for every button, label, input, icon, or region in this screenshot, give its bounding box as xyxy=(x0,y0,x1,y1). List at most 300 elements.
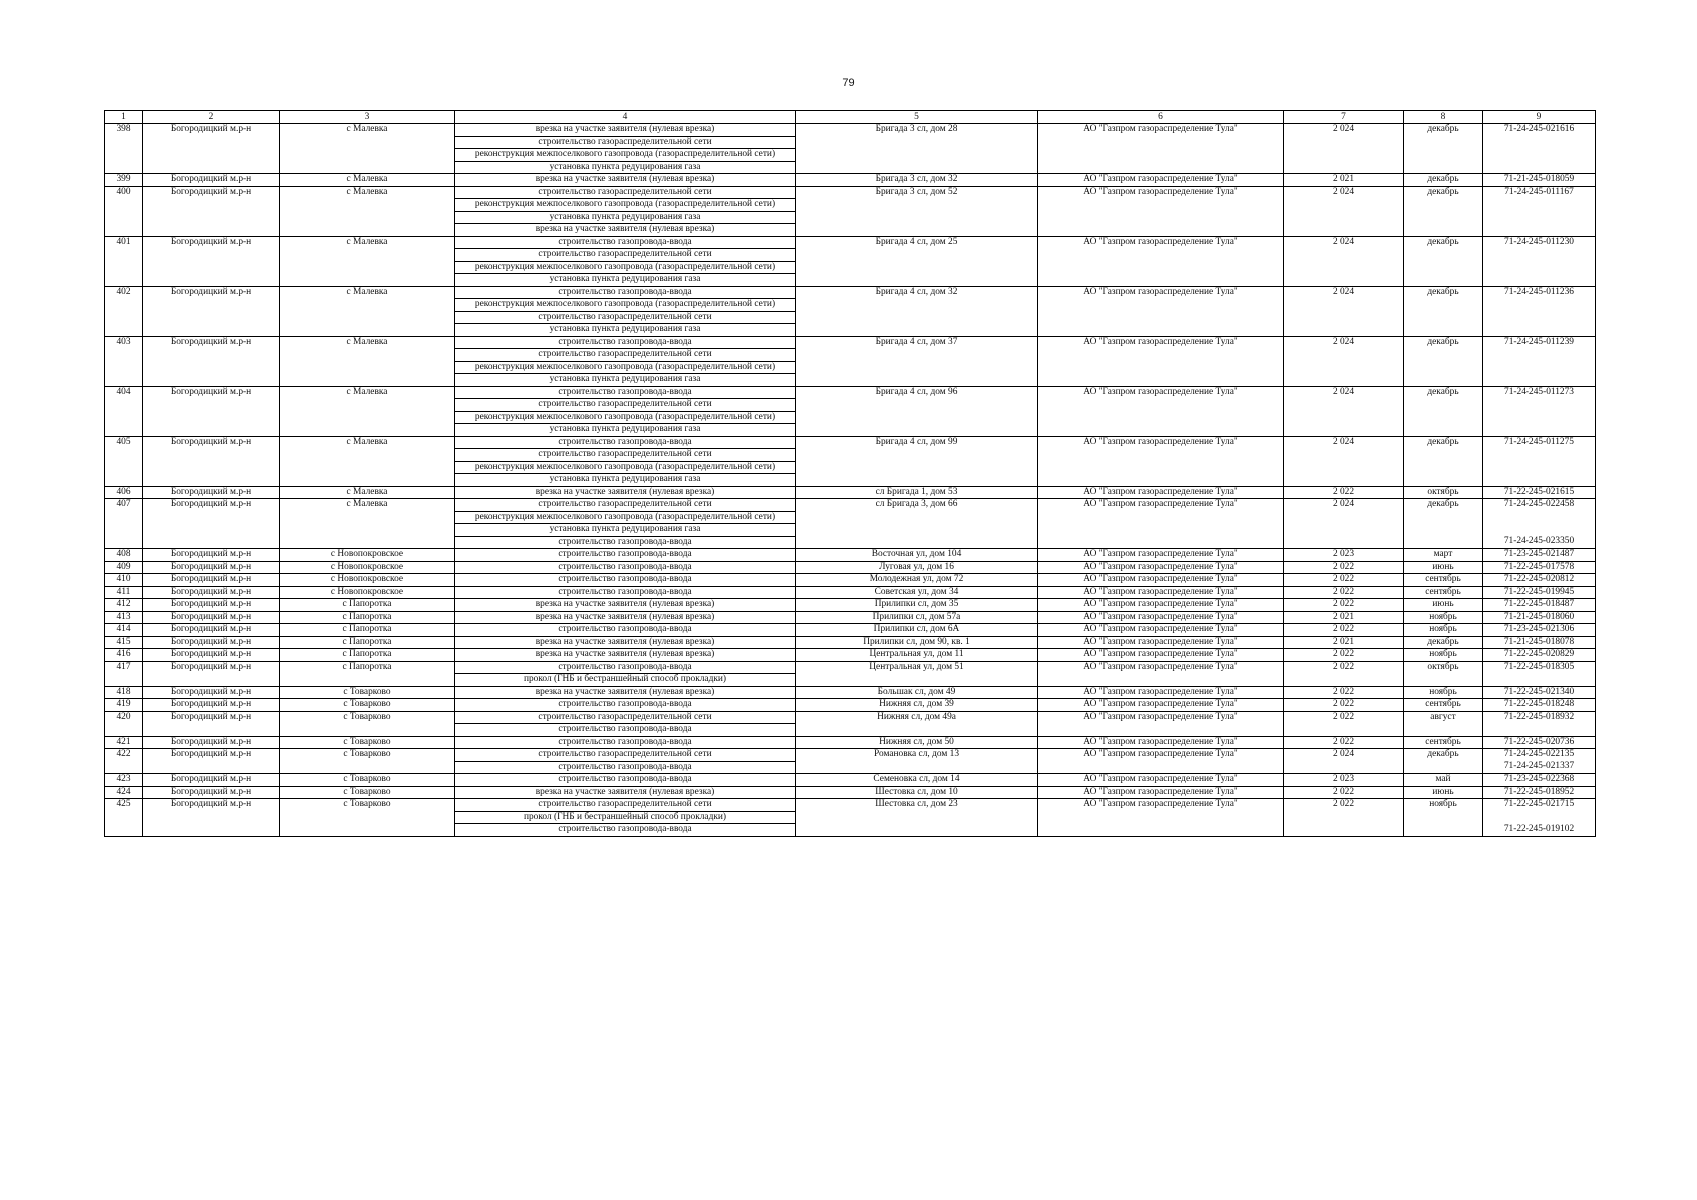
table-row xyxy=(105,636,1596,649)
year-cell: 2 022 xyxy=(1284,649,1404,662)
row-number-cell: 415 xyxy=(105,636,143,649)
month-cell: сентябрь xyxy=(1404,699,1483,712)
district-cell: Богородицкий м.р-н xyxy=(143,124,280,174)
row-number-cell: 413 xyxy=(105,611,143,624)
table-row xyxy=(105,236,1596,249)
address-cell: Бригада 3 сл, дом 32 xyxy=(796,174,1038,187)
district-cell: Богородицкий м.р-н xyxy=(143,236,280,286)
address-cell: Молодежная ул, дом 72 xyxy=(796,574,1038,587)
row-number-cell: 402 xyxy=(105,286,143,336)
district-cell: Богородицкий м.р-н xyxy=(143,649,280,662)
header-cell: 7 xyxy=(1284,111,1404,124)
work-type-cell: строительство газораспределительной сети xyxy=(455,186,796,199)
year-cell: 2 024 xyxy=(1284,436,1404,486)
district-cell: Богородицкий м.р-н xyxy=(143,386,280,436)
locality-cell: с Малевка xyxy=(280,186,455,236)
application-code-cell: 71-22-245-019102 xyxy=(1483,824,1596,837)
locality-cell: с Папоротка xyxy=(280,599,455,612)
row-number-cell: 401 xyxy=(105,236,143,286)
work-type-cell: строительство газопровода-ввода xyxy=(455,236,796,249)
address-cell: Романовка сл, дом 13 xyxy=(796,749,1038,774)
table-row xyxy=(105,799,1596,812)
application-code-cell: 71-21-245-018060 xyxy=(1483,611,1596,624)
organization-cell: АО "Газпром газораспределение Тула" xyxy=(1038,549,1284,562)
work-type-cell: врезка на участке заявителя (нулевая врезка) xyxy=(455,611,796,624)
locality-cell: с Новопокровское xyxy=(280,561,455,574)
table-row xyxy=(105,499,1596,512)
year-cell: 2 021 xyxy=(1284,636,1404,649)
row-number-cell: 399 xyxy=(105,174,143,187)
district-cell: Богородицкий м.р-н xyxy=(143,686,280,699)
work-type-cell: строительство газопровода-ввода xyxy=(455,761,796,774)
header-cell: 3 xyxy=(280,111,455,124)
year-cell: 2 022 xyxy=(1284,486,1404,499)
row-number-cell: 421 xyxy=(105,736,143,749)
work-type-cell: установка пункта редуцирования газа xyxy=(455,424,796,437)
application-code-cell: 71-24-245-011167 xyxy=(1483,186,1596,236)
district-cell: Богородицкий м.р-н xyxy=(143,561,280,574)
locality-cell: с Папоротка xyxy=(280,636,455,649)
application-code-cell: 71-22-245-018932 xyxy=(1483,711,1596,736)
address-cell: Большак сл, дом 49 xyxy=(796,686,1038,699)
address-cell: Восточная ул, дом 104 xyxy=(796,549,1038,562)
address-cell: Бригада 4 сл, дом 32 xyxy=(796,286,1038,336)
organization-cell: АО "Газпром газораспределение Тула" xyxy=(1038,799,1284,837)
organization-cell: АО "Газпром газораспределение Тула" xyxy=(1038,661,1284,686)
month-cell: декабрь xyxy=(1404,174,1483,187)
month-cell: октябрь xyxy=(1404,486,1483,499)
locality-cell: с Новопокровское xyxy=(280,586,455,599)
organization-cell: АО "Газпром газораспределение Тула" xyxy=(1038,636,1284,649)
organization-cell: АО "Газпром газораспределение Тула" xyxy=(1038,649,1284,662)
year-cell: 2 024 xyxy=(1284,236,1404,286)
year-cell: 2 022 xyxy=(1284,624,1404,637)
application-code-cell: 71-22-245-018487 xyxy=(1483,599,1596,612)
organization-cell: АО "Газпром газораспределение Тула" xyxy=(1038,561,1284,574)
work-type-cell: прокол (ГНБ и бестраншейный способ прокладки) xyxy=(455,811,796,824)
month-cell: декабрь xyxy=(1404,749,1483,774)
application-code-cell: 71-22-245-021715 xyxy=(1483,799,1596,824)
organization-cell: АО "Газпром газораспределение Тула" xyxy=(1038,774,1284,787)
work-type-cell: установка пункта редуцирования газа xyxy=(455,474,796,487)
work-type-cell: врезка на участке заявителя (нулевая врезка) xyxy=(455,636,796,649)
district-cell: Богородицкий м.р-н xyxy=(143,661,280,686)
row-number-cell: 408 xyxy=(105,549,143,562)
year-cell: 2 022 xyxy=(1284,799,1404,837)
table-row xyxy=(105,286,1596,299)
work-type-cell: врезка на участке заявителя (нулевая врезка) xyxy=(455,124,796,137)
district-cell: Богородицкий м.р-н xyxy=(143,436,280,486)
month-cell: декабрь xyxy=(1404,636,1483,649)
work-type-cell: реконструкция межпоселкового газопровода (газораспределительной сети) xyxy=(455,261,796,274)
address-cell: Бригада 4 сл, дом 37 xyxy=(796,336,1038,386)
table-row xyxy=(105,574,1596,587)
work-type-cell: строительство газопровода-ввода xyxy=(455,561,796,574)
application-code-cell: 71-22-245-018305 xyxy=(1483,661,1596,686)
work-type-cell: строительство газопровода-ввода xyxy=(455,386,796,399)
year-cell: 2 022 xyxy=(1284,711,1404,736)
organization-cell: АО "Газпром газораспределение Тула" xyxy=(1038,336,1284,386)
locality-cell: с Новопокровское xyxy=(280,574,455,587)
locality-cell: с Малевка xyxy=(280,336,455,386)
district-cell: Богородицкий м.р-н xyxy=(143,736,280,749)
row-number-cell: 404 xyxy=(105,386,143,436)
organization-cell: АО "Газпром газораспределение Тула" xyxy=(1038,499,1284,549)
registry-table xyxy=(104,110,1596,837)
work-type-cell: строительство газопровода-ввода xyxy=(455,699,796,712)
table-row xyxy=(105,486,1596,499)
locality-cell: с Малевка xyxy=(280,436,455,486)
row-number-cell: 409 xyxy=(105,561,143,574)
table-row xyxy=(105,124,1596,137)
work-type-cell: прокол (ГНБ и бестраншейный способ прокладки) xyxy=(455,674,796,687)
year-cell: 2 022 xyxy=(1284,786,1404,799)
year-cell: 2 021 xyxy=(1284,174,1404,187)
work-type-cell: реконструкция межпоселкового газопровода (газораспределительной сети) xyxy=(455,511,796,524)
month-cell: июнь xyxy=(1404,786,1483,799)
locality-cell: с Малевка xyxy=(280,486,455,499)
locality-cell: с Папоротка xyxy=(280,624,455,637)
year-cell: 2 024 xyxy=(1284,186,1404,236)
locality-cell: с Папоротка xyxy=(280,661,455,686)
year-cell: 2 022 xyxy=(1284,599,1404,612)
application-code-cell: 71-24-245-021337 xyxy=(1483,761,1596,774)
year-cell: 2 024 xyxy=(1284,124,1404,174)
application-code-cell: 71-22-245-018952 xyxy=(1483,786,1596,799)
work-type-cell: строительство газораспределительной сети xyxy=(455,711,796,724)
district-cell: Богородицкий м.р-н xyxy=(143,749,280,774)
work-type-cell: врезка на участке заявителя (нулевая врезка) xyxy=(455,486,796,499)
work-type-cell: врезка на участке заявителя (нулевая врезка) xyxy=(455,786,796,799)
row-number-cell: 412 xyxy=(105,599,143,612)
address-cell: Центральная ул, дом 51 xyxy=(796,661,1038,686)
application-code-cell: 71-22-245-020736 xyxy=(1483,736,1596,749)
locality-cell: с Товарково xyxy=(280,786,455,799)
work-type-cell: строительство газопровода-ввода xyxy=(455,286,796,299)
month-cell: сентябрь xyxy=(1404,736,1483,749)
address-cell: Нижняя сл, дом 49а xyxy=(796,711,1038,736)
work-type-cell: строительство газопровода-ввода xyxy=(455,536,796,549)
work-type-cell: врезка на участке заявителя (нулевая врезка) xyxy=(455,649,796,662)
organization-cell: АО "Газпром газораспределение Тула" xyxy=(1038,124,1284,174)
organization-cell: АО "Газпром газораспределение Тула" xyxy=(1038,286,1284,336)
work-type-cell: строительство газораспределительной сети xyxy=(455,311,796,324)
district-cell: Богородицкий м.р-н xyxy=(143,499,280,549)
application-code-cell: 71-22-245-021340 xyxy=(1483,686,1596,699)
header-cell: 2 xyxy=(143,111,280,124)
work-type-cell: реконструкция межпоселкового газопровода (газораспределительной сети) xyxy=(455,411,796,424)
year-cell: 2 023 xyxy=(1284,549,1404,562)
work-type-cell: реконструкция межпоселкового газопровода (газораспределительной сети) xyxy=(455,149,796,162)
year-cell: 2 024 xyxy=(1284,286,1404,336)
address-cell: Центральная ул, дом 11 xyxy=(796,649,1038,662)
row-number-cell: 417 xyxy=(105,661,143,686)
organization-cell: АО "Газпром газораспределение Тула" xyxy=(1038,236,1284,286)
header-cell: 9 xyxy=(1483,111,1596,124)
row-number-cell: 416 xyxy=(105,649,143,662)
table-row xyxy=(105,561,1596,574)
table-row xyxy=(105,186,1596,199)
organization-cell: АО "Газпром газораспределение Тула" xyxy=(1038,186,1284,236)
year-cell: 2 022 xyxy=(1284,586,1404,599)
row-number-cell: 424 xyxy=(105,786,143,799)
locality-cell: с Товарково xyxy=(280,736,455,749)
month-cell: июнь xyxy=(1404,561,1483,574)
address-cell: сл Бригада 1, дом 53 xyxy=(796,486,1038,499)
address-cell: Нижняя сл, дом 39 xyxy=(796,699,1038,712)
year-cell: 2 022 xyxy=(1284,736,1404,749)
month-cell: март xyxy=(1404,549,1483,562)
work-type-cell: строительство газораспределительной сети xyxy=(455,799,796,812)
organization-cell: АО "Газпром газораспределение Тула" xyxy=(1038,436,1284,486)
month-cell: октябрь xyxy=(1404,661,1483,686)
row-number-cell: 419 xyxy=(105,699,143,712)
year-cell: 2 024 xyxy=(1284,749,1404,774)
work-type-cell: строительство газопровода-ввода xyxy=(455,661,796,674)
locality-cell: с Новопокровское xyxy=(280,549,455,562)
work-type-cell: строительство газопровода-ввода xyxy=(455,624,796,637)
table-row xyxy=(105,661,1596,674)
organization-cell: АО "Газпром газораспределение Тула" xyxy=(1038,711,1284,736)
locality-cell: с Папоротка xyxy=(280,649,455,662)
month-cell: сентябрь xyxy=(1404,574,1483,587)
address-cell: Прилипки сл, дом 6А xyxy=(796,624,1038,637)
locality-cell: с Малевка xyxy=(280,386,455,436)
application-code-cell: 71-22-245-019945 xyxy=(1483,586,1596,599)
application-code-cell: 71-22-245-018248 xyxy=(1483,699,1596,712)
district-cell: Богородицкий м.р-н xyxy=(143,636,280,649)
work-type-cell: реконструкция межпоселкового газопровода (газораспределительной сети) xyxy=(455,199,796,212)
month-cell: декабрь xyxy=(1404,436,1483,486)
organization-cell: АО "Газпром газораспределение Тула" xyxy=(1038,586,1284,599)
application-code-cell: 71-23-245-022368 xyxy=(1483,774,1596,787)
table-row xyxy=(105,174,1596,187)
locality-cell: с Малевка xyxy=(280,499,455,549)
month-cell: декабрь xyxy=(1404,286,1483,336)
row-number-cell: 423 xyxy=(105,774,143,787)
locality-cell: с Товарково xyxy=(280,749,455,774)
locality-cell: с Малевка xyxy=(280,236,455,286)
organization-cell: АО "Газпром газораспределение Тула" xyxy=(1038,599,1284,612)
month-cell: декабрь xyxy=(1404,124,1483,174)
row-number-cell: 405 xyxy=(105,436,143,486)
month-cell: ноябрь xyxy=(1404,799,1483,837)
district-cell: Богородицкий м.р-н xyxy=(143,624,280,637)
page-number: 79 xyxy=(842,77,855,89)
district-cell: Богородицкий м.р-н xyxy=(143,574,280,587)
work-type-cell: врезка на участке заявителя (нулевая врезка) xyxy=(455,174,796,187)
district-cell: Богородицкий м.р-н xyxy=(143,699,280,712)
work-type-cell: строительство газопровода-ввода xyxy=(455,736,796,749)
address-cell: Советская ул, дом 34 xyxy=(796,586,1038,599)
year-cell: 2 022 xyxy=(1284,561,1404,574)
district-cell: Богородицкий м.р-н xyxy=(143,774,280,787)
row-number-cell: 414 xyxy=(105,624,143,637)
organization-cell: АО "Газпром газораспределение Тула" xyxy=(1038,699,1284,712)
year-cell: 2 022 xyxy=(1284,699,1404,712)
address-cell: Бригада 4 сл, дом 96 xyxy=(796,386,1038,436)
month-cell: ноябрь xyxy=(1404,624,1483,637)
month-cell: ноябрь xyxy=(1404,649,1483,662)
work-type-cell: строительство газораспределительной сети xyxy=(455,499,796,512)
locality-cell: с Товарково xyxy=(280,711,455,736)
application-code-cell: 71-23-245-021306 xyxy=(1483,624,1596,637)
work-type-cell: строительство газопровода-ввода xyxy=(455,824,796,837)
organization-cell: АО "Газпром газораспределение Тула" xyxy=(1038,386,1284,436)
organization-cell: АО "Газпром газораспределение Тула" xyxy=(1038,574,1284,587)
work-type-cell: строительство газораспределительной сети xyxy=(455,449,796,462)
locality-cell: с Товарково xyxy=(280,699,455,712)
month-cell: ноябрь xyxy=(1404,611,1483,624)
application-code-cell: 71-24-245-011236 xyxy=(1483,286,1596,336)
application-code-cell: 71-24-245-011275 xyxy=(1483,436,1596,486)
application-code-cell: 71-24-245-011230 xyxy=(1483,236,1596,286)
month-cell: август xyxy=(1404,711,1483,736)
work-type-cell: строительство газопровода-ввода xyxy=(455,436,796,449)
header-cell: 4 xyxy=(455,111,796,124)
row-number-cell: 406 xyxy=(105,486,143,499)
table-row xyxy=(105,786,1596,799)
work-type-cell: строительство газораспределительной сети xyxy=(455,349,796,362)
table-row xyxy=(105,686,1596,699)
header-cell: 8 xyxy=(1404,111,1483,124)
month-cell: июнь xyxy=(1404,599,1483,612)
row-number-cell: 418 xyxy=(105,686,143,699)
organization-cell: АО "Газпром газораспределение Тула" xyxy=(1038,786,1284,799)
year-cell: 2 024 xyxy=(1284,499,1404,549)
work-type-cell: строительство газопровода-ввода xyxy=(455,336,796,349)
district-cell: Богородицкий м.р-н xyxy=(143,599,280,612)
address-cell: Бригада 3 сл, дом 28 xyxy=(796,124,1038,174)
work-type-cell: установка пункта редуцирования газа xyxy=(455,274,796,287)
address-cell: Луговая ул, дом 16 xyxy=(796,561,1038,574)
application-code-cell: 71-24-245-011273 xyxy=(1483,386,1596,436)
district-cell: Богородицкий м.р-н xyxy=(143,611,280,624)
row-number-cell: 422 xyxy=(105,749,143,774)
address-cell: Нижняя сл, дом 50 xyxy=(796,736,1038,749)
year-cell: 2 024 xyxy=(1284,336,1404,386)
work-type-cell: строительство газопровода-ввода xyxy=(455,724,796,737)
month-cell: декабрь xyxy=(1404,499,1483,549)
work-type-cell: врезка на участке заявителя (нулевая врезка) xyxy=(455,686,796,699)
address-cell: Бригада 4 сл, дом 99 xyxy=(796,436,1038,486)
work-type-cell: реконструкция межпоселкового газопровода (газораспределительной сети) xyxy=(455,361,796,374)
table-row xyxy=(105,386,1596,399)
month-cell: декабрь xyxy=(1404,186,1483,236)
work-type-cell: установка пункта редуцирования газа xyxy=(455,161,796,174)
work-type-cell: реконструкция межпоселкового газопровода (газораспределительной сети) xyxy=(455,461,796,474)
header-cell: 1 xyxy=(105,111,143,124)
address-cell: Прилипки сл, дом 57а xyxy=(796,611,1038,624)
application-code-cell: 71-24-245-023350 xyxy=(1483,536,1596,549)
district-cell: Богородицкий м.р-н xyxy=(143,586,280,599)
table-row xyxy=(105,611,1596,624)
application-code-cell: 71-22-245-020829 xyxy=(1483,649,1596,662)
month-cell: май xyxy=(1404,774,1483,787)
application-code-cell: 71-24-245-022135 xyxy=(1483,749,1596,762)
table-row xyxy=(105,599,1596,612)
district-cell: Богородицкий м.р-н xyxy=(143,186,280,236)
work-type-cell: врезка на участке заявителя (нулевая врезка) xyxy=(455,224,796,237)
header-cell: 6 xyxy=(1038,111,1284,124)
application-code-cell: 71-24-245-021616 xyxy=(1483,124,1596,174)
table-body xyxy=(105,111,1596,837)
work-type-cell: строительство газораспределительной сети xyxy=(455,136,796,149)
row-number-cell: 410 xyxy=(105,574,143,587)
address-cell: Прилипки сл, дом 35 xyxy=(796,599,1038,612)
year-cell: 2 024 xyxy=(1284,386,1404,436)
district-cell: Богородицкий м.р-н xyxy=(143,549,280,562)
application-code-cell: 71-22-245-021615 xyxy=(1483,486,1596,499)
application-code-cell: 71-24-245-022458 xyxy=(1483,499,1596,537)
organization-cell: АО "Газпром газораспределение Тула" xyxy=(1038,611,1284,624)
month-cell: декабрь xyxy=(1404,336,1483,386)
table-row xyxy=(105,699,1596,712)
district-cell: Богородицкий м.р-н xyxy=(143,711,280,736)
table-row xyxy=(105,549,1596,562)
row-number-cell: 407 xyxy=(105,499,143,549)
work-type-cell: строительство газораспределительной сети xyxy=(455,249,796,262)
year-cell: 2 023 xyxy=(1284,774,1404,787)
application-code-cell: 71-22-245-020812 xyxy=(1483,574,1596,587)
district-cell: Богородицкий м.р-н xyxy=(143,286,280,336)
table-row xyxy=(105,624,1596,637)
address-cell: Бригада 4 сл, дом 25 xyxy=(796,236,1038,286)
header-row xyxy=(105,111,1596,124)
application-code-cell: 71-21-245-018059 xyxy=(1483,174,1596,187)
district-cell: Богородицкий м.р-н xyxy=(143,174,280,187)
table-row xyxy=(105,586,1596,599)
work-type-cell: реконструкция межпоселкового газопровода (газораспределительной сети) xyxy=(455,299,796,312)
month-cell: ноябрь xyxy=(1404,686,1483,699)
work-type-cell: строительство газопровода-ввода xyxy=(455,586,796,599)
table-row xyxy=(105,711,1596,724)
table-row xyxy=(105,649,1596,662)
work-type-cell: строительство газопровода-ввода xyxy=(455,549,796,562)
year-cell: 2 021 xyxy=(1284,611,1404,624)
year-cell: 2 022 xyxy=(1284,574,1404,587)
table-row xyxy=(105,736,1596,749)
row-number-cell: 403 xyxy=(105,336,143,386)
organization-cell: АО "Газпром газораспределение Тула" xyxy=(1038,486,1284,499)
table-row xyxy=(105,749,1596,762)
locality-cell: с Товарково xyxy=(280,799,455,837)
organization-cell: АО "Газпром газораспределение Тула" xyxy=(1038,686,1284,699)
header-cell: 5 xyxy=(796,111,1038,124)
work-type-cell: установка пункта редуцирования газа xyxy=(455,324,796,337)
address-cell: Семеновка сл, дом 14 xyxy=(796,774,1038,787)
district-cell: Богородицкий м.р-н xyxy=(143,336,280,386)
organization-cell: АО "Газпром газораспределение Тула" xyxy=(1038,174,1284,187)
work-type-cell: строительство газопровода-ввода xyxy=(455,774,796,787)
row-number-cell: 420 xyxy=(105,711,143,736)
work-type-cell: строительство газораспределительной сети xyxy=(455,399,796,412)
locality-cell: с Малевка xyxy=(280,286,455,336)
work-type-cell: врезка на участке заявителя (нулевая врезка) xyxy=(455,599,796,612)
district-cell: Богородицкий м.р-н xyxy=(143,799,280,837)
table-row xyxy=(105,436,1596,449)
row-number-cell: 398 xyxy=(105,124,143,174)
locality-cell: с Малевка xyxy=(280,174,455,187)
locality-cell: с Товарково xyxy=(280,774,455,787)
application-code-cell: 71-24-245-011239 xyxy=(1483,336,1596,386)
application-code-cell: 71-21-245-018078 xyxy=(1483,636,1596,649)
year-cell: 2 022 xyxy=(1284,686,1404,699)
application-code-cell: 71-23-245-021487 xyxy=(1483,549,1596,562)
work-type-cell: установка пункта редуцирования газа xyxy=(455,374,796,387)
month-cell: декабрь xyxy=(1404,386,1483,436)
address-cell: Шестовка сл, дом 23 xyxy=(796,799,1038,837)
